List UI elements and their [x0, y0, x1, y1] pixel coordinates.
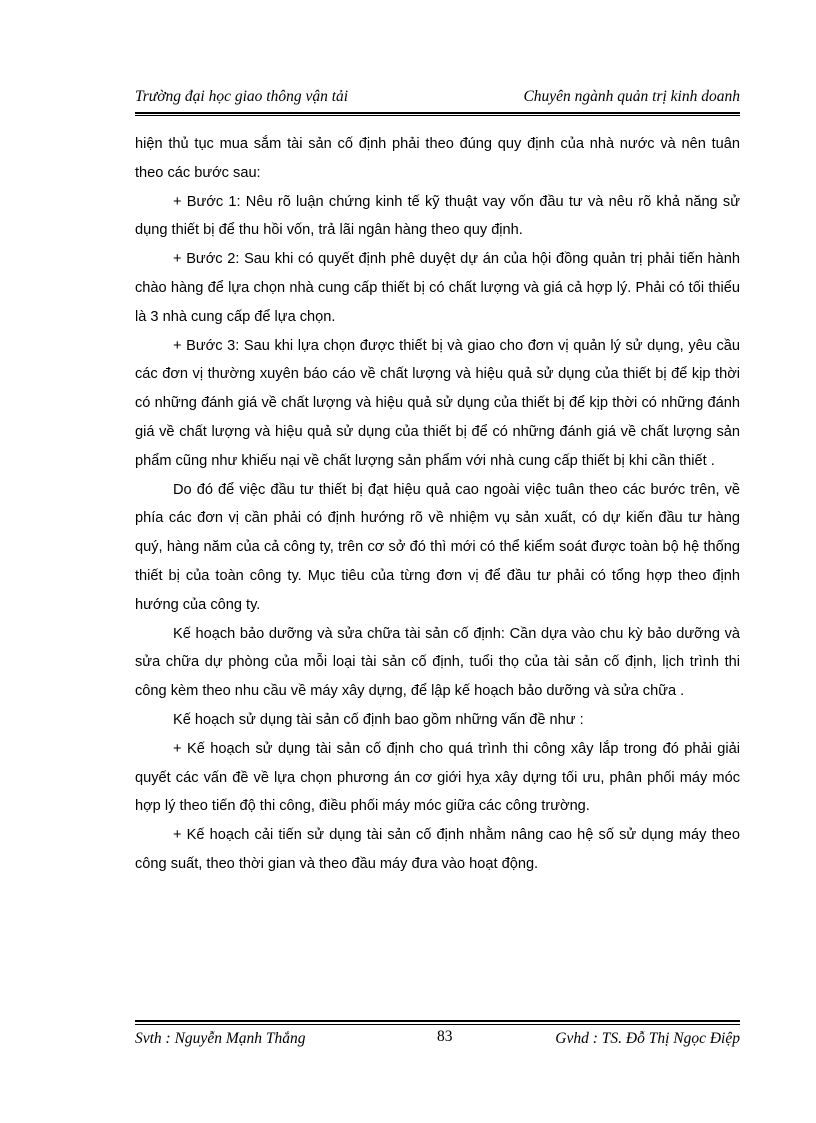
footer-advisor: Gvhd : TS. Đỗ Thị Ngọc Điệp — [555, 1030, 740, 1047]
header-major: Chuyên ngành quản trị kinh doanh — [523, 88, 740, 105]
paragraph: Do đó để việc đầu tư thiết bị đạt hiệu quả cao ngoài việc tuân theo các bước trên, về phía các đơn vị cần phải có định hướng rõ về nhiệm vụ sản xuất, có dự kiến đầu tư hàng quý, hàng năm của cả công ty, trên cơ sở đó thì mới có thể kiểm soát được toàn bộ hệ thống thiết bị của toàn công ty. Mục tiêu của từng đơn vị để đầu tư phải có tổng hợp theo định hướng của công ty. — [135, 481, 740, 613]
paragraph: + Kế hoạch sử dụng tài sản cố định cho quá trình thi công xây lắp trong đó phải giải quyết các vấn đề về lựa chọn phương án cơ giới hỵa xây dựng tối ưu, phân phối máy móc hợp lý theo tiến độ thi công, điều phối máy móc giữa các công trường. — [135, 740, 740, 815]
paragraph: hiện thủ tục mua sắm tài sản cố định phải theo đúng quy định của nhà nước và nên tuân theo các bước sau: — [135, 136, 740, 181]
paragraph: + Kế hoạch cải tiến sử dụng tài sản cố định nhằm nâng cao hệ số sử dụng máy theo công suất, theo thời gian và theo đầu máy đưa vào hoạt động. — [135, 827, 740, 872]
header-rule-thick — [135, 112, 740, 114]
page-header — [135, 88, 740, 112]
page-footer — [135, 1030, 740, 1054]
paragraph: + Bước 2: Sau khi có quyết định phê duyệt dự án của hội đồng quản trị phải tiến hành chào hàng để lựa chọn nhà cung cấp thiết bị có chất lượng và giá cả hợp lý. Phải có tối thiểu là 3 nhà cung cấp để lựa chọn. — [135, 251, 740, 325]
header-university: Trường đại học giao thông vận tải — [135, 88, 349, 105]
footer-student: Svth : Nguyễn Mạnh Thắng — [135, 1030, 306, 1047]
paragraph: + Bước 3: Sau khi lựa chọn được thiết bị và giao cho đơn vị quản lý sử dụng, yêu cầu các đơn vị thường xuyên báo cáo về chất lượng và hiệu quả sử dụng của thiết bị để kịp thời có những đánh giá về chất lượng và hiệu quả sử dụng của thiết bị để kịp thời có những đánh giá về chất lượng và hiệu quả sử dụng của thiết bị để có những đánh giá về chất lượng sản phẩm cũng như khiếu nại về chất lượng sản phẩm với nhà cung cấp thiết bị khi cần thiết . — [135, 337, 740, 469]
paragraph: Kế hoạch bảo dưỡng và sửa chữa tài sản cố định: Cần dựa vào chu kỳ bảo dưỡng và sửa chữa dự phòng của mỗi loại tài sản cố định, tuổi thọ của tài sản cố định, lịch trình thi công kèm theo nhu cầu về máy xây dựng, để lập kế hoạch bảo dưỡng và sửa chữa . — [135, 625, 740, 700]
header-rule-thin — [135, 115, 740, 116]
footer-rule-thick — [135, 1020, 740, 1022]
footer-rule-thin — [135, 1024, 740, 1025]
page-body — [135, 130, 740, 879]
page-number: 83 — [437, 1028, 453, 1045]
paragraph: Kế hoạch sử dụng tài sản cố định bao gồm những vấn đề như : — [173, 711, 584, 728]
paragraph: + Bước 1: Nêu rõ luận chứng kinh tế kỹ thuật vay vốn đầu tư và nêu rõ khả năng sử dụng thiết bị để thu hồi vốn, trả lãi ngân hàng theo quy định. — [135, 193, 740, 239]
